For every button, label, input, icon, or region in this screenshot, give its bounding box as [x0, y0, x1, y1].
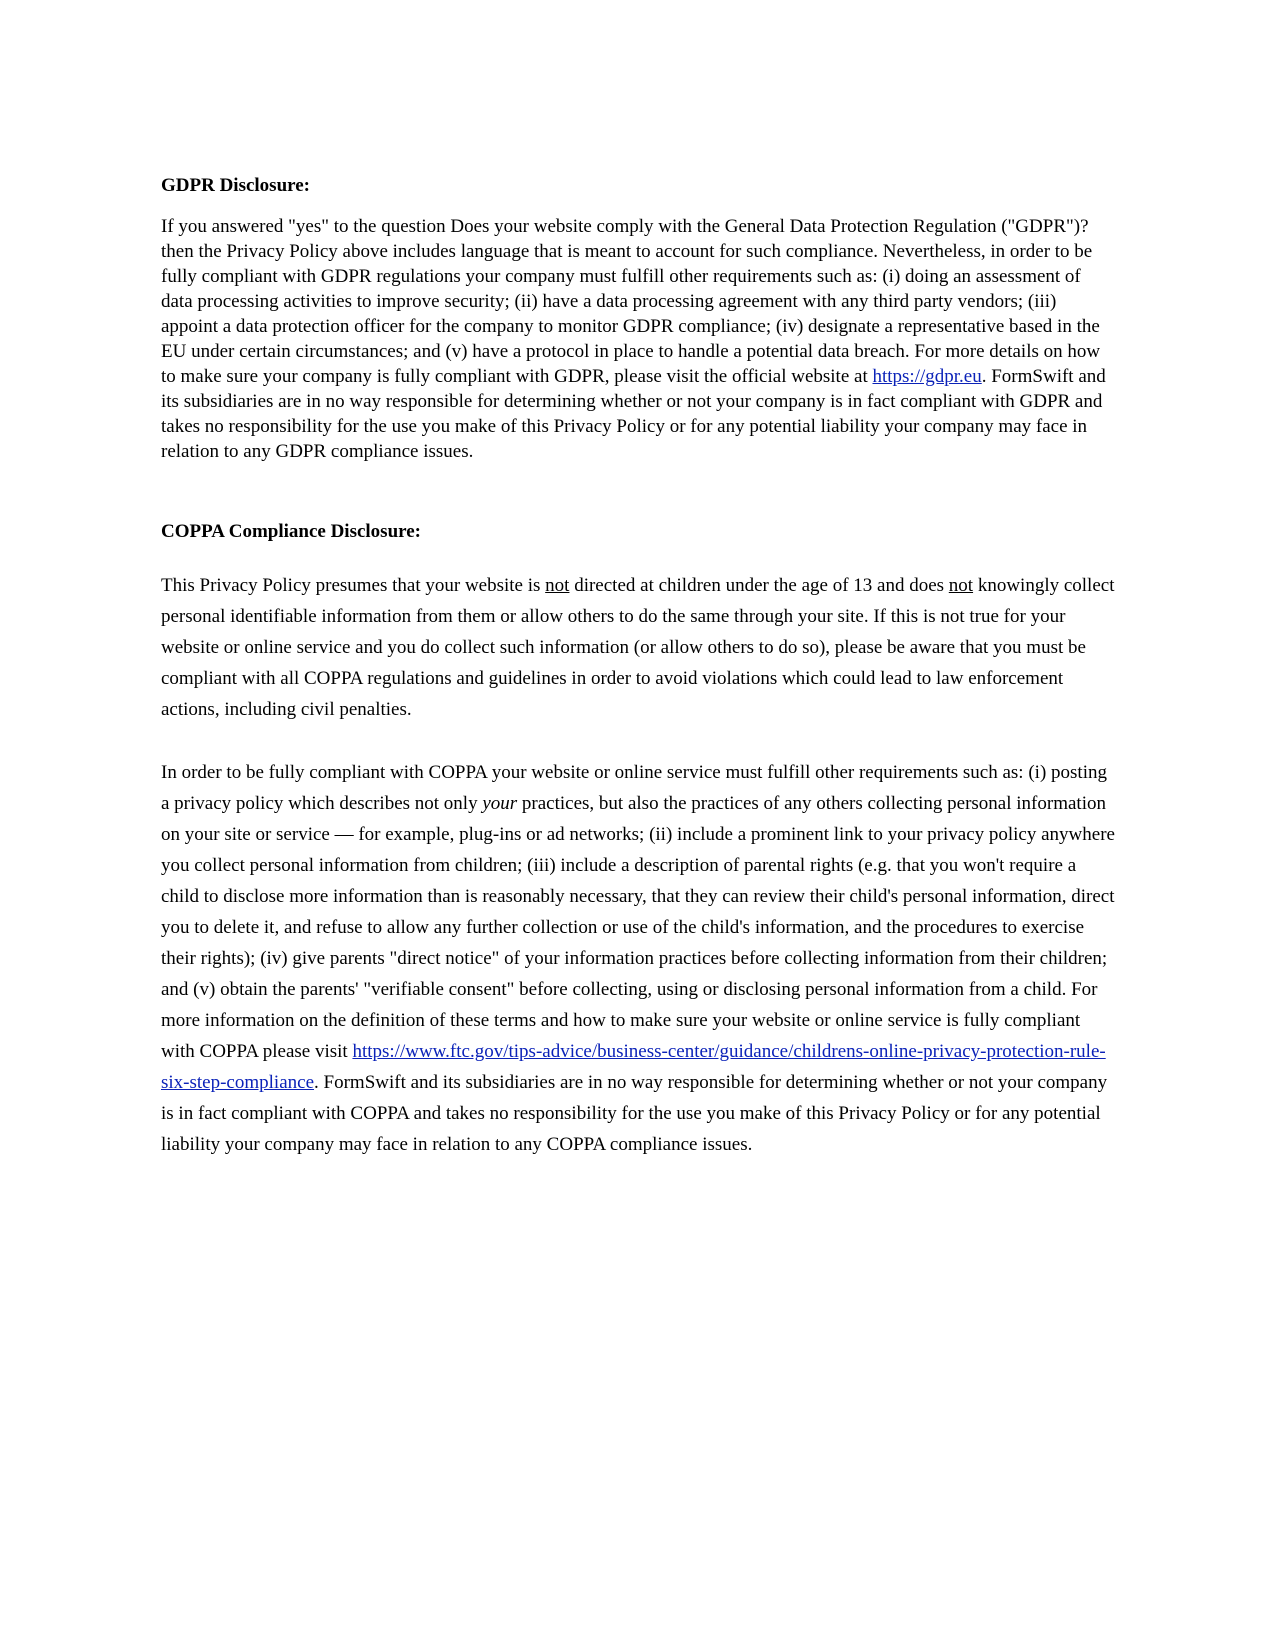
coppa-paragraph-1	[161, 570, 1117, 725]
coppa-paragraph-2	[161, 757, 1117, 1160]
gdpr-link[interactable]: https://gdpr.eu	[872, 366, 982, 387]
coppa-heading: COPPA Compliance Disclosure:	[161, 521, 421, 542]
coppa-p1-text-b: directed at children under the age of 13 and does	[569, 575, 949, 596]
gdpr-paragraph	[161, 214, 1117, 464]
coppa-p1-not-1: not	[545, 575, 570, 596]
gdpr-text-part-1: If you answered "yes" to the question Does your website comply with the General Data Protection Regulation ("GDPR")? then the Privacy Policy above includes language that is meant to account for such compliance. Nevertheless, in order to be fully compliant with GDPR regulations your company must fulfill other requirements such as: (i) doing an assessment of data processing activities to improve security; (ii) have a data processing agreement with any third party vendors; (iii) appoint a data protection officer for the company to monitor GDPR compliance; (iv) designate a representative based in the EU under certain circumstances; and (v) have a protocol in place to handle a potential data breach. For more details on how to make sure your company is fully compliant with GDPR, please visit the official website at	[161, 216, 1101, 387]
coppa-p2-text-c: . FormSwift and its subsidiaries are in no way responsible for determining whether or not your company is in fact compliant with COPPA and takes no responsibility for the use you make of this Privacy Policy or for any potential liability your company may face in relation to any COPPA compliance issues.	[161, 1072, 1108, 1155]
coppa-p1-text-a: This Privacy Policy presumes that your website is	[161, 575, 546, 596]
gdpr-heading: GDPR Disclosure:	[161, 175, 310, 196]
gdpr-text-part-2: . FormSwift and its subsidiaries are in no way responsible for determining whether or not your company is in fact compliant with GDPR and takes no responsibility for the use you make of this Privacy Policy or for any potential liability your company may face in relation to any GDPR compliance issues.	[161, 366, 1106, 462]
coppa-p2-text-a: In order to be fully compliant with COPPA your website or online service must fulfill other requirements such as: (i) posting a privacy policy which describes not only	[161, 762, 1107, 814]
coppa-p2-text-b: practices, but also the practices of any others collecting personal information on your site or service — for example, plug-ins or ad networks; (ii) include a prominent link to your privacy policy anywhere you collect personal information from children; (iii) include a description of parental rights (e.g. that you won't require a child to disclose more information than is reasonably necessary, that they can review their child's personal information, direct you to delete it, and refuse to allow any further collection or use of the child's information, and the procedures to exercise their rights); (iv) give parents "direct notice" of your information practices before collecting information from their children; and (v) obtain the parents' "verifiable consent" before collecting, using or disclosing personal information from a child. For more information on the definition of these terms and how to make sure your website or online service is fully compliant with COPPA please visit	[161, 793, 1115, 1062]
coppa-p1-text-c: knowingly collect personal identifiable information from them or allow others to do the same through your site. If this is not true for your website or online service and you do collect such information (or allow others to do so), please be aware that you must be compliant with all COPPA regulations and guidelines in order to avoid violations which could lead to law enforcement actions, including civil penalties.	[161, 575, 1115, 720]
coppa-p1-not-2: not	[948, 575, 974, 596]
document-content	[161, 174, 1117, 1160]
coppa-p2-your: your	[482, 793, 518, 814]
coppa-ftc-link[interactable]: https://www.ftc.gov/tips-advice/business-center/guidance/childrens-online-privacy-protection-rule-six-step-compliance	[161, 1041, 1106, 1093]
